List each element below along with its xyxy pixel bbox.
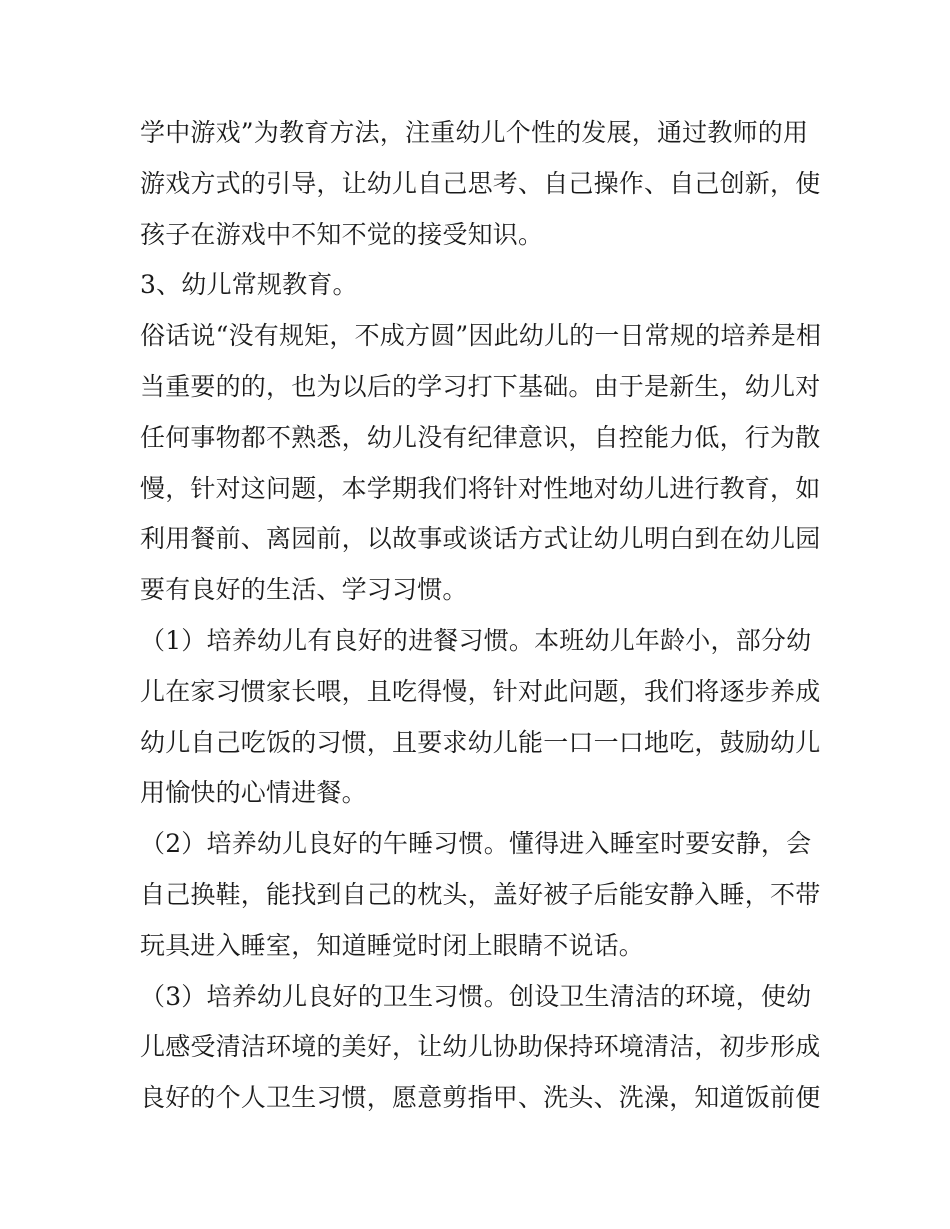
text-line: （2）培养幼儿良好的午睡习惯。懂得进入睡室时要安静，会 [140,829,812,859]
text-line: 儿感受清洁环境的美好，让幼儿协助保持环境清洁，初步形成 [140,1032,821,1062]
text-line: （3）培养幼儿良好的卫生习惯。创设卫生清洁的环境，使幼 [140,981,812,1011]
section-heading: 3、幼儿常规教育。 [140,270,358,300]
text-line: 用愉快的心情进餐。 [140,778,367,808]
text-line: 玩具进入睡室，知道睡觉时闭上眼睛不说话。 [140,930,645,960]
document-body [140,108,820,1124]
text-line: 游戏方式的引导，让幼儿自己思考、自己操作、自己创新，使 [140,168,821,198]
text-line: （1）培养幼儿有良好的进餐习惯。本班幼儿年龄小，部分幼 [140,625,812,655]
text-line: 良好的个人卫生习惯，愿意剪指甲、洗头、洗澡，知道饭前便 [140,1083,821,1113]
text-line: 利用餐前、离园前，以故事或谈话方式让幼儿明白到在幼儿园 [140,524,821,554]
text-line: 学中游戏”为教育方法，注重幼儿个性的发展，通过教师的用 [140,118,809,147]
text-line: 俗话说“没有规矩，不成方圆”因此幼儿的一日常规的培养是相 [140,321,822,351]
text-line: 要有良好的生活、学习习惯。 [140,575,468,605]
text-line: 孩子在游戏中不知不觉的接受知识。 [140,219,544,249]
text-line: 儿在家习惯家长喂，且吃得慢，针对此问题，我们将逐步养成 [140,676,821,706]
text-line: 幼儿自己吃饭的习惯，且要求幼儿能一口一口地吃，鼓励幼儿 [140,727,821,757]
text-line: 当重要的的，也为以后的学习打下基础。由于是新生，幼儿对 [140,371,821,401]
text-line: 慢，针对这问题，本学期我们将针对性地对幼儿进行教育，如 [140,473,821,503]
text-line: 自己换鞋，能找到自己的枕头，盖好被子后能安静入睡，不带 [140,879,821,909]
text-line: 任何事物都不熟悉，幼儿没有纪律意识，自控能力低，行为散 [140,422,821,452]
